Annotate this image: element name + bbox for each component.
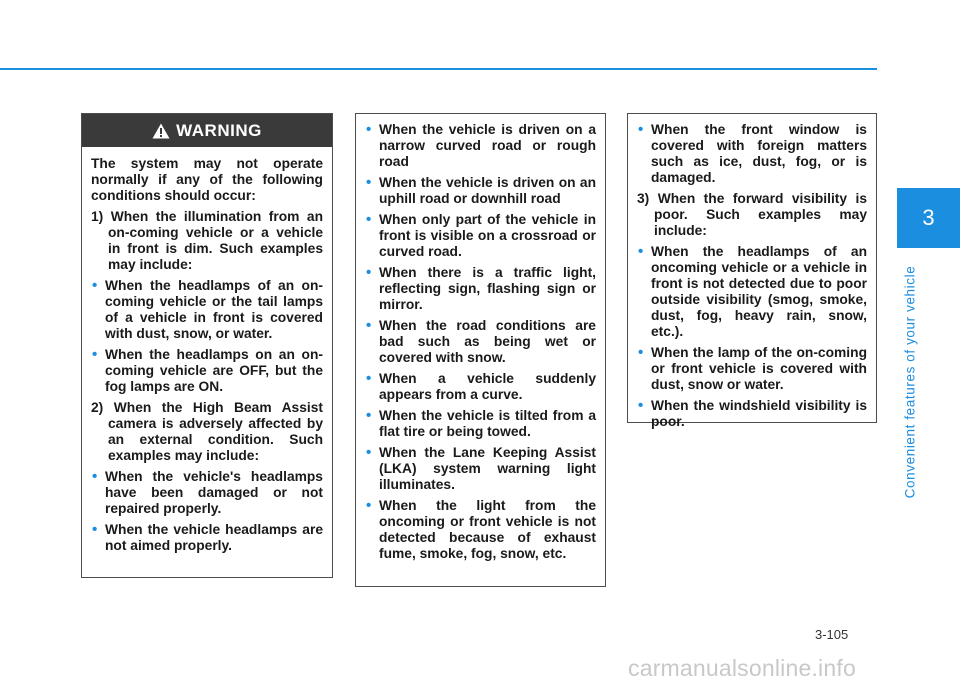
chapter-side-title <box>898 262 922 502</box>
warning-heading: WARNING <box>176 120 262 140</box>
warning-icon <box>152 123 170 139</box>
list-item: • When the vehicle is driven on an uphill road or downhill road <box>365 175 596 207</box>
list-item: • When the vehicle is driven on a narrow curved road or rough road <box>365 122 596 170</box>
chapter-title: Convenient features of your vehicle <box>902 265 918 499</box>
warning-header <box>82 114 332 147</box>
list-item: • When only part of the vehicle in front is visible on a crossroad or curved road. <box>365 212 596 260</box>
header-rule <box>0 68 877 70</box>
list-item: • When the lamp of the on-coming or front vehicle is covered with dust, snow or water. <box>637 345 867 393</box>
list-item: • When the road conditions are bad such as being wet or covered with snow. <box>365 318 596 366</box>
continued-box-3 <box>627 113 877 429</box>
list-item: • When the headlamps on an on-coming vehicle are OFF, but the fog lamps are ON. <box>91 347 323 395</box>
list-item: • When the front window is covered with foreign matters such as ice, dust, fog, or is damaged. <box>637 122 867 186</box>
watermark: carmanualsonline.info <box>628 655 856 681</box>
warning-intro: The system may not operate normally if any of the following conditions should occur: <box>91 156 323 203</box>
condition-item-2: 2) When the High Beam Assist camera is adversely affected by an external condition. Such examples may include: <box>91 400 323 463</box>
condition-item-3: 3) When the forward visibility is poor. Such examples may include: <box>637 191 867 238</box>
list-item: • When the headlamps of an oncoming vehicle or a vehicle in front is not detected due to poor outside visibility (smog, smoke, dust, fog, heavy rain, snow, etc.). <box>637 244 867 340</box>
list-item: • When the vehicle's headlamps have been damaged or not repaired properly. <box>91 469 323 517</box>
continued-box-2 <box>355 113 606 587</box>
list-item: • When a vehicle suddenly appears from a curve. <box>365 371 596 403</box>
list-item: • When there is a traffic light, reflecting sign, flashing sign or mirror. <box>365 265 596 313</box>
list-item: • When the headlamps of an on-coming vehicle or the tail lamps of a vehicle in front is covered with dust, snow, or water. <box>91 278 323 342</box>
condition-item-1: 1) When the illumination from an on-coming vehicle or a vehicle in front is dim. Such examples may include: <box>91 209 323 272</box>
page-number: 3-105 <box>815 627 849 642</box>
list-item: • When the light from the oncoming or front vehicle is not detected because of exhaust fume, smoke, fog, snow, etc. <box>365 498 596 562</box>
list-item: • When the Lane Keeping Assist (LKA) system warning light illuminates. <box>365 445 596 493</box>
list-item: • When the vehicle is tilted from a flat tire or being towed. <box>365 408 596 440</box>
list-item: • When the windshield visibility is poor. <box>637 398 867 430</box>
warning-box <box>81 113 333 578</box>
list-item: • When the vehicle headlamps are not aimed properly. <box>91 522 323 554</box>
chapter-tab[interactable] <box>897 188 960 248</box>
chapter-number: 3 <box>922 205 935 230</box>
